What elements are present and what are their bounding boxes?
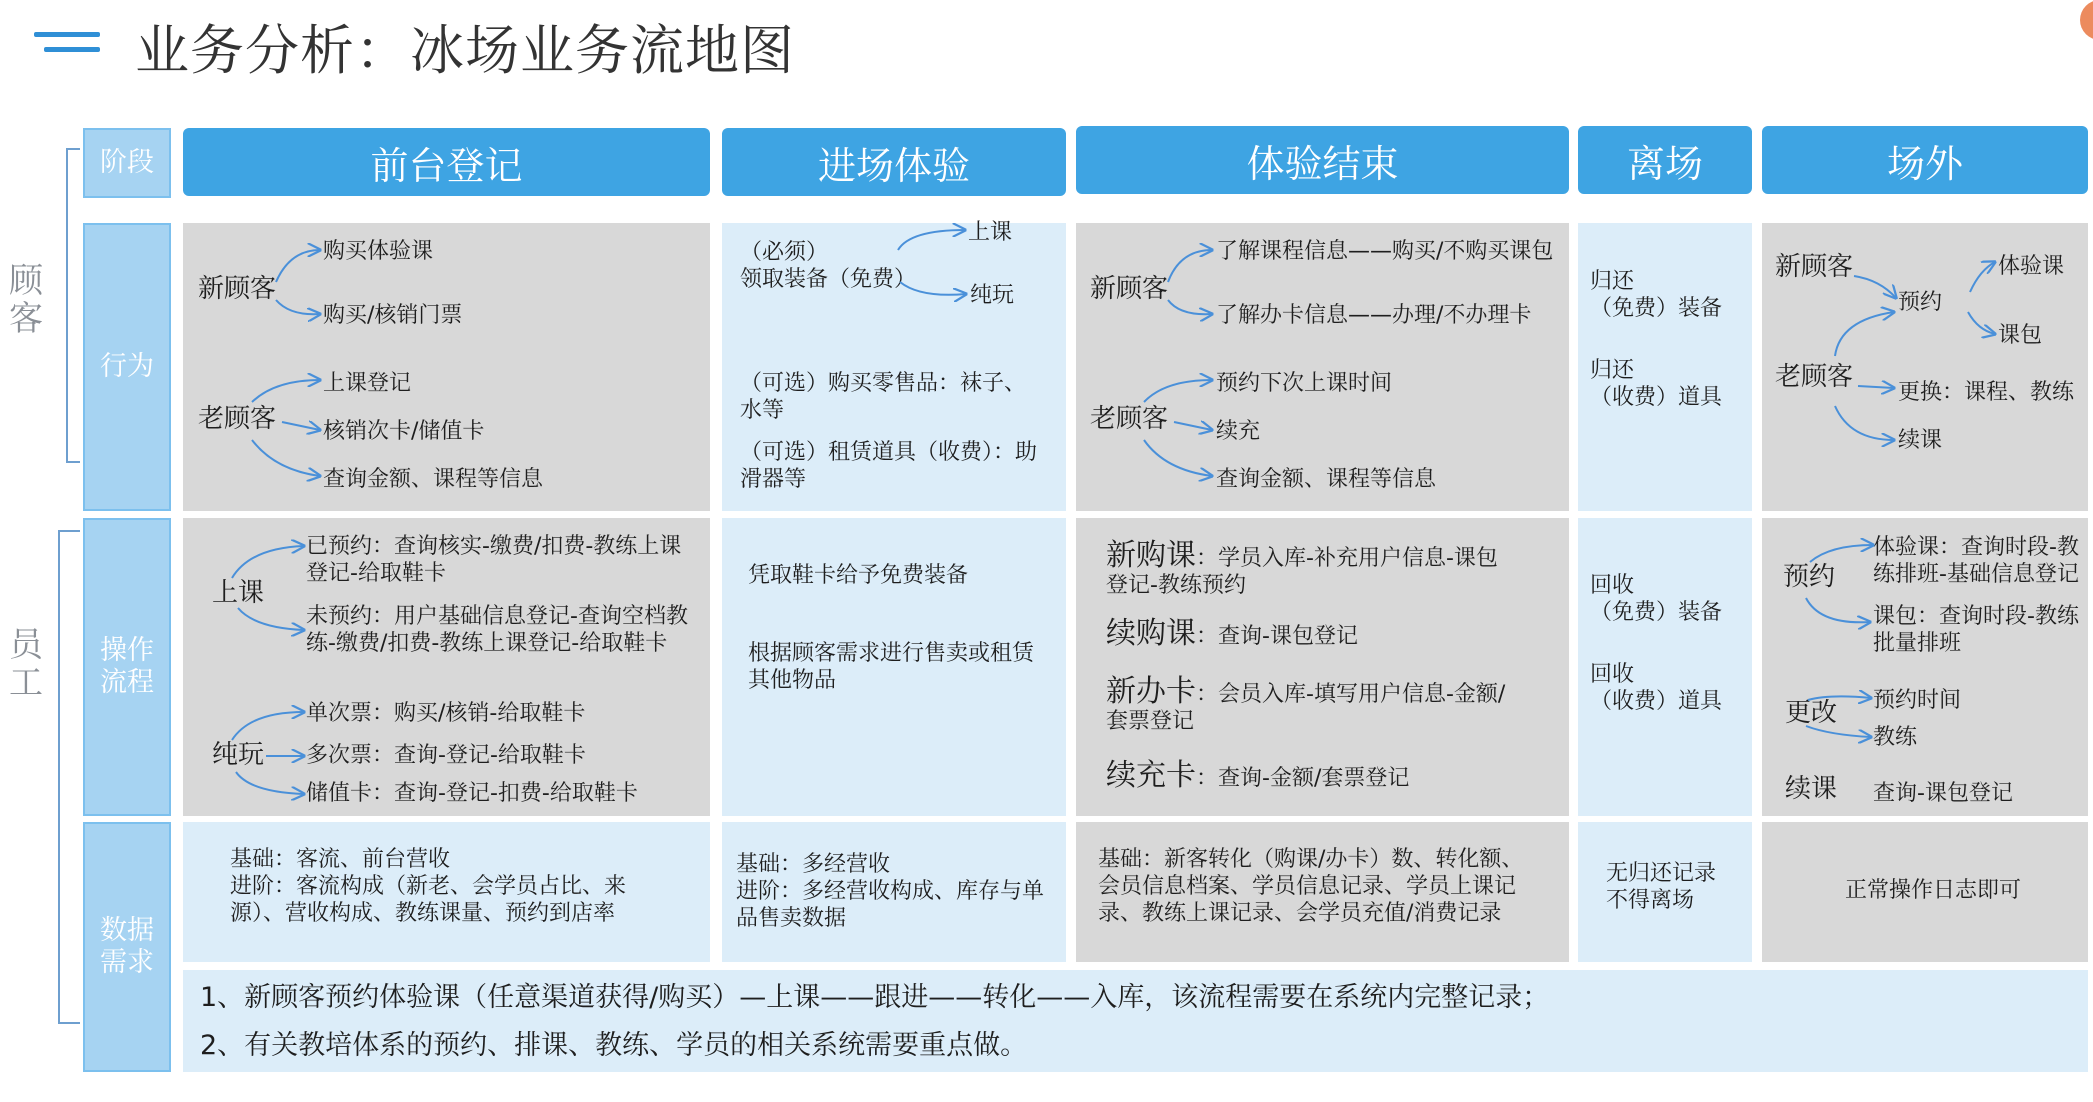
stage-outside: 场外 [1762,126,2088,194]
b4-return-paid-prop: 归还 （收费）道具 [1590,358,1723,410]
b5-pack: 课包 [1998,323,2043,348]
b2-optional-rent: （可选）租赁道具（收费）：助滑器等 [740,440,1038,492]
o5-trial: 体验课：查询时段-教练排班-基础信息登记 [1873,535,2079,587]
title-menu-icon [34,32,100,54]
o2-sell-rent: 根据顾客需求进行售卖或租赁其他物品 [748,641,1035,693]
stage-experience-end: 体验结束 [1076,126,1569,194]
rowhead-operation: 操作 流程 [83,518,171,816]
stage-entry-experience: 进场体验 [722,128,1066,196]
o3-new-course-value: ：学员入库-补充用户信息-课包登记-教练预约 [1106,546,1498,598]
o1-class: 上课 [212,578,265,608]
d4-data-needs: 无归还记录 不得离场 [1606,861,1717,913]
b5-new-customer: 新顾客 [1775,252,1854,282]
staff-group-label: 员 工 [9,625,43,703]
o3-recharge-card [1106,758,1410,793]
o2-free-gear: 凭取鞋卡给予免费装备 [748,563,969,588]
o1-unbooked: 未预约：用户基础信息登记-查询空档教练-缴费/扣费-教练上课登记-给取鞋卡 [306,604,688,656]
b1-buy-trial: 购买体验课 [323,239,434,264]
b1-query-info: 查询金额、课程等信息 [323,467,544,492]
o3-new-card [1106,674,1516,735]
b3-learn-course: 了解课程信息——购买/不购买课包 [1216,239,1554,264]
b1-old-customer: 老顾客 [198,404,277,434]
o3-new-course-key: 新购课 [1106,538,1196,573]
o3-recharge-card-value: ：查询-金额/套票登记 [1196,766,1410,791]
d3-data-needs: 基础：新客转化（购课/办卡）数、转化额、会员信息档案、学员信息记录、学员上课记录、教练上课记录、会学员充值/消费记录 [1098,847,1524,926]
o4-collect-paid-prop: 回收 （收费）道具 [1590,662,1723,714]
o3-recharge-card-key: 续充卡 [1106,758,1196,793]
stage-front-desk: 前台登记 [183,128,710,196]
b2-class: 上课 [968,220,1013,245]
stage-leave: 离场 [1578,126,1752,194]
staff-bracket [58,530,80,1024]
b3-recharge: 续充 [1216,419,1261,444]
b1-class-register: 上课登记 [323,371,412,396]
d5-data-needs: 正常操作日志即可 [1845,878,2022,903]
o5-renew: 续课 [1785,774,1838,804]
b3-book-next: 预约下次上课时间 [1216,371,1393,396]
o3-new-course [1106,538,1516,599]
b5-change: 更换：课程、教练 [1898,380,2075,405]
o3-renew-course-value: ：查询-课包登记 [1196,624,1358,649]
b5-renew: 续课 [1898,428,1943,453]
o3-renew-course-key: 续购课 [1106,616,1196,651]
b5-old-customer: 老顾客 [1775,362,1854,392]
d2-data-needs: 基础：多经营收 进阶：多经营收构成、库存与单品售卖数据 [736,852,1045,931]
o3-new-card-key: 新办卡 [1106,674,1196,709]
b3-new-customer: 新顾客 [1090,274,1169,304]
o1-booked: 已预约：查询核实-缴费/扣费-教练上课登记-给取鞋卡 [306,534,682,586]
b5-trial: 体验课 [1998,254,2065,279]
b1-redeem-card: 核销次卡/储值卡 [323,419,485,444]
b5-book: 预约 [1898,290,1943,315]
rowhead-stage: 阶段 [83,128,171,198]
o1-single-ticket: 单次票：购买/核销-给取鞋卡 [306,701,586,726]
o1-play: 纯玩 [212,740,265,770]
note-1: 1、新顾客预约体验课（任意渠道获得/购买）—上课——跟进——转化——入库，该流程需要在系统内完整记录； [200,982,1550,1013]
b1-new-customer: 新顾客 [198,274,277,304]
o4-collect-free-gear: 回收 （免费）装备 [1590,573,1723,625]
rowhead-data: 数据 需求 [83,822,171,1072]
o5-renew-value: 查询-课包登记 [1873,781,2013,806]
o5-pack: 课包：查询时段-教练批量排班 [1873,604,2079,656]
d1-data-needs: 基础：客流、前台营收 进阶：客流构成（新老、会学员占比、来源）、营收构成、教练课量、预约到店率 [230,847,627,926]
rowhead-behavior: 行为 [83,223,171,511]
page-title: 业务分析：冰场业务流地图 [135,19,795,82]
b3-old-customer: 老顾客 [1090,404,1169,434]
b2-get-gear: （必须） 领取装备（免费） [740,240,917,292]
o5-book: 预约 [1783,562,1836,592]
o1-stored-card: 储值卡：查询-登记-扣费-给取鞋卡 [306,781,638,806]
customer-bracket [66,148,80,463]
o3-new-card-value: ：会员入库-填写用户信息-金额/套票登记 [1106,682,1506,734]
o3-renew-course [1106,616,1358,651]
b2-play: 纯玩 [970,283,1015,308]
note-2: 2、有关教培体系的预约、排课、教练、学员的相关系统需要重点做。 [200,1030,1028,1061]
o5-coach: 教练 [1873,725,1918,750]
o1-multi-ticket: 多次票：查询-登记-给取鞋卡 [306,743,586,768]
b3-query-info: 查询金额、课程等信息 [1216,467,1437,492]
o5-booking-time: 预约时间 [1873,688,1962,713]
b3-learn-card: 了解办卡信息——办理/不办理卡 [1216,303,1532,328]
corner-badge-icon [2080,0,2093,40]
o5-change: 更改 [1785,698,1838,728]
b4-return-free-gear: 归还 （免费）装备 [1590,269,1723,321]
b1-buy-ticket: 购买/核销门票 [323,303,463,328]
customer-group-label: 顾 客 [9,261,43,339]
b2-optional-retail: （可选）购买零售品：袜子、水等 [740,371,1027,423]
